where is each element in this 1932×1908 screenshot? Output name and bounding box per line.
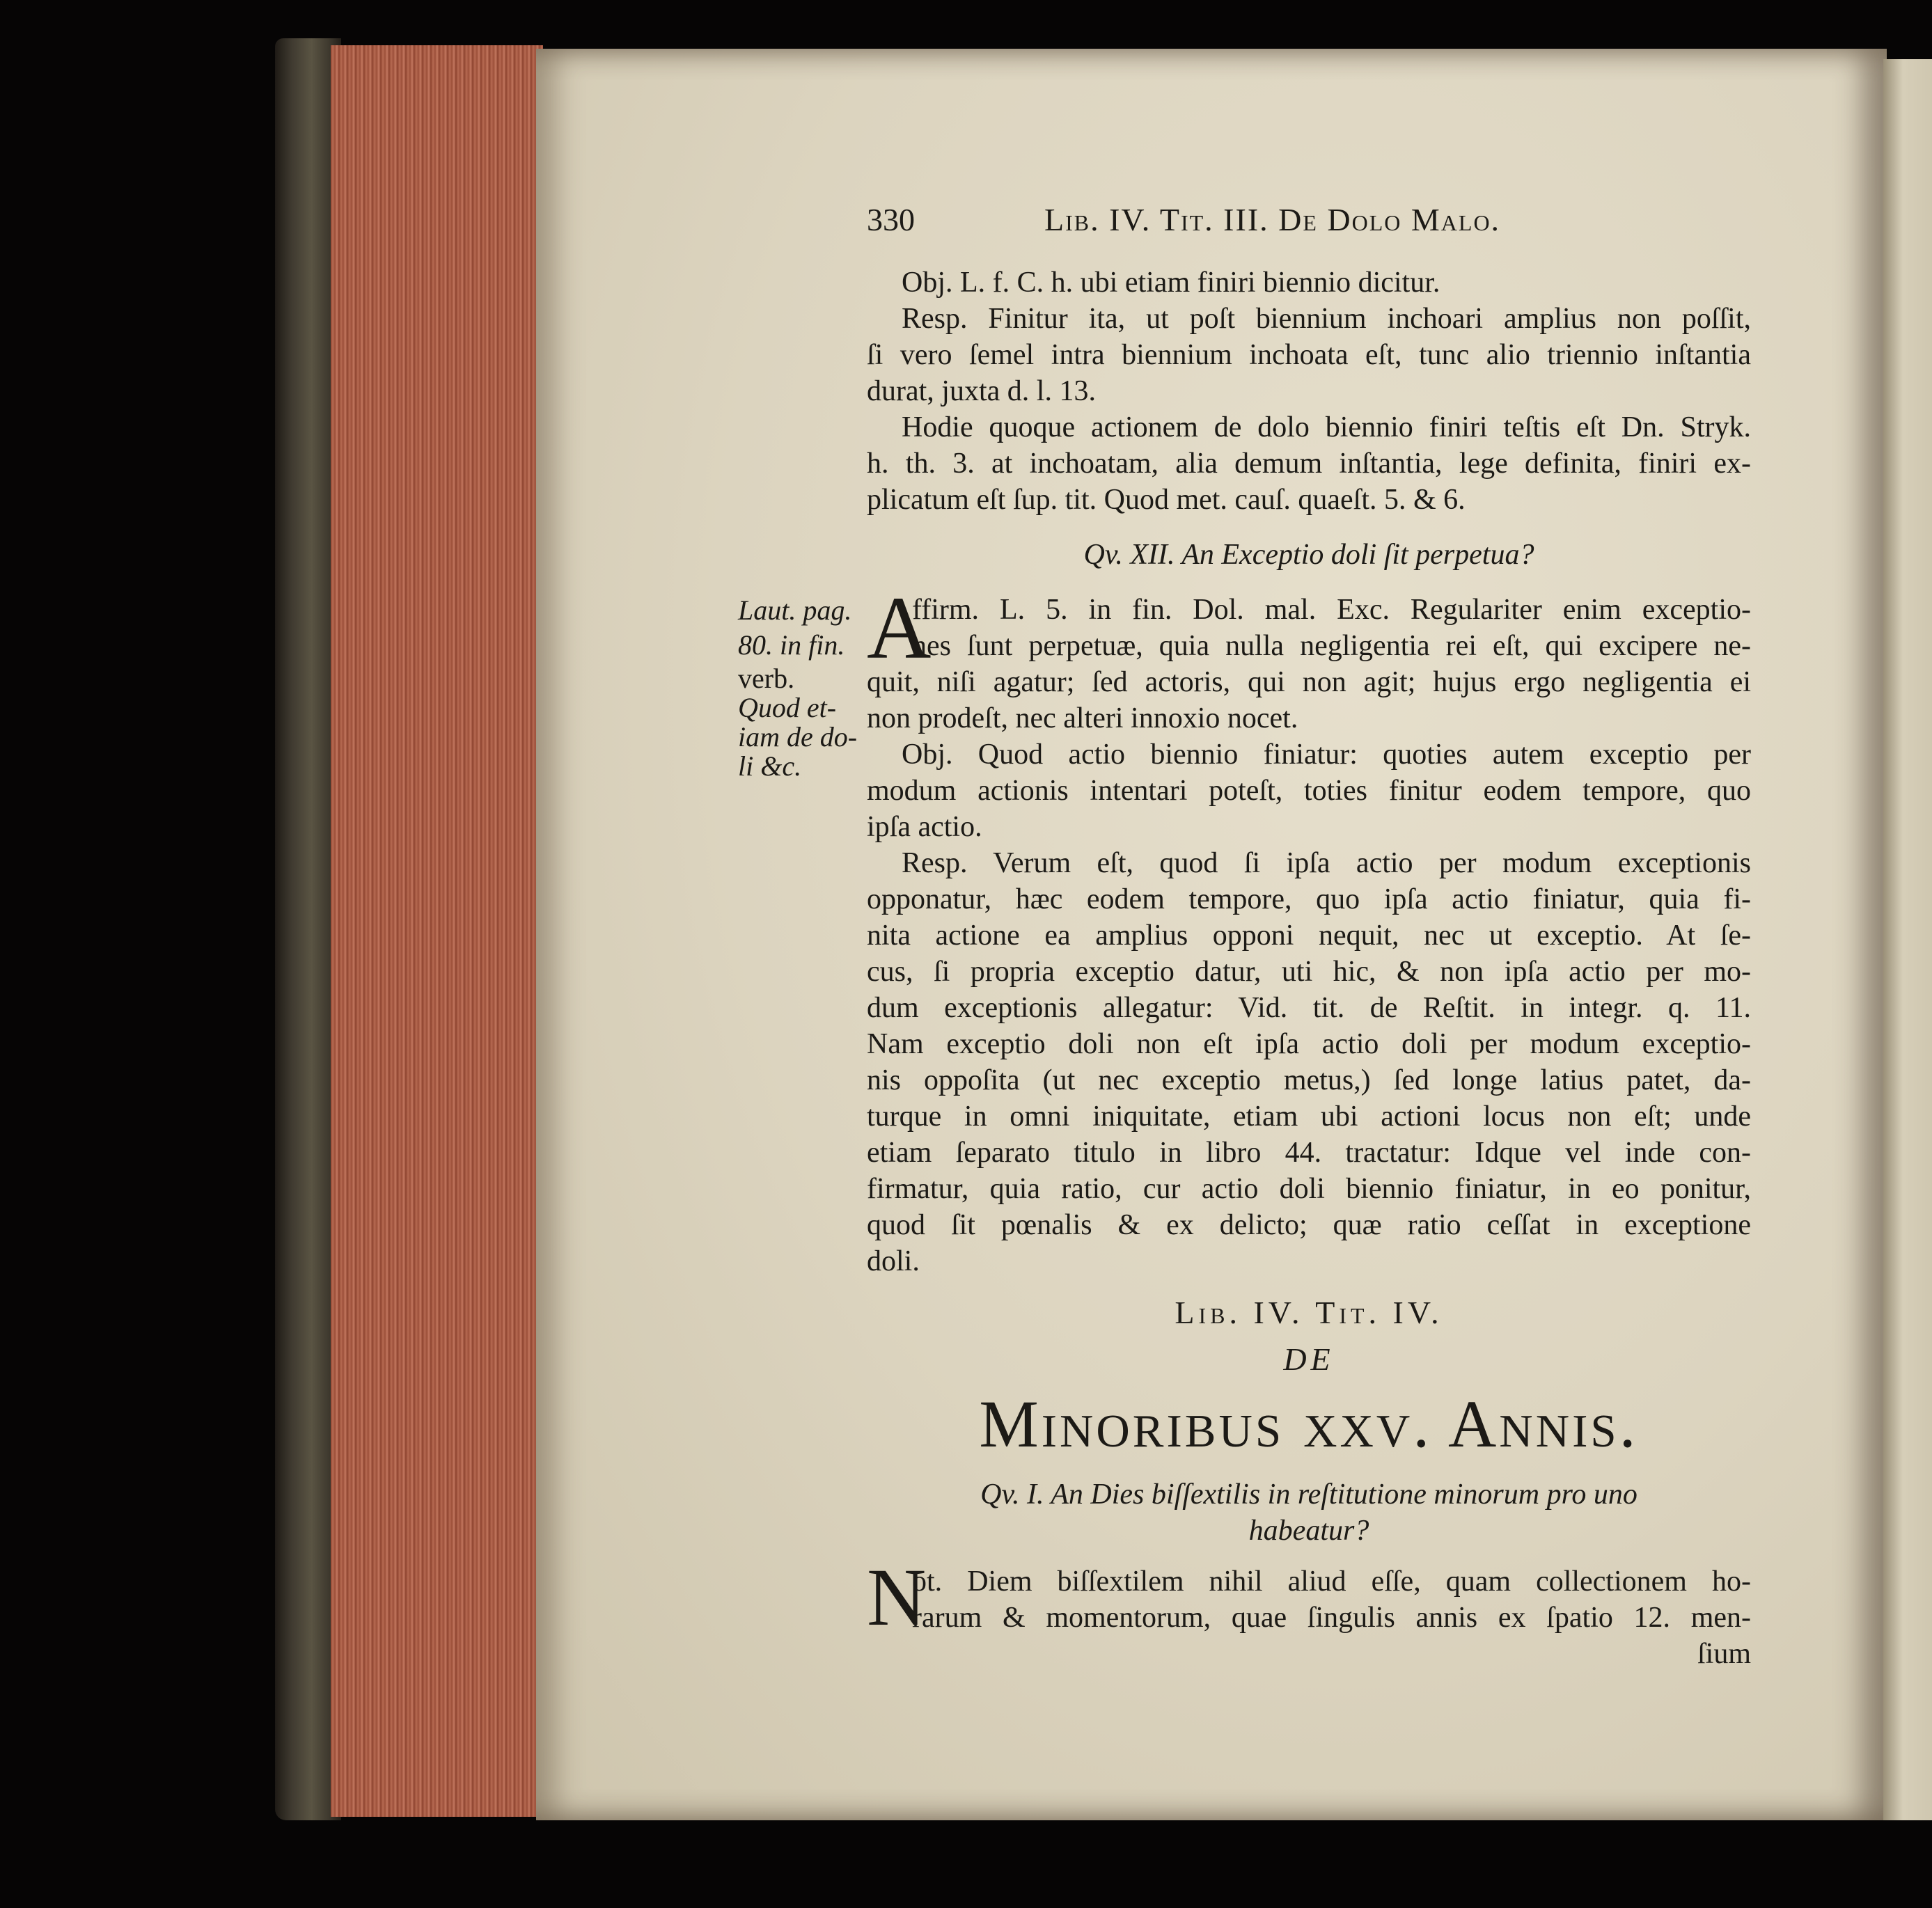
text-line: Obj. L. f. C. h. ubi etiam finiri biennio dicitur. xyxy=(902,267,1440,299)
text-line: firmatur, quia ratio, cur actio doli biennio finiatur, in eo ponitur, xyxy=(867,1173,1751,1205)
text-line: doli. xyxy=(867,1245,920,1277)
text-line: Obj. Quod actio biennio finiatur: quoties autem exceptio per xyxy=(902,739,1751,771)
text-line: nita actione ea amplius opponi nequit, nec ut exceptio. At ſe- xyxy=(867,920,1751,952)
text-line: ffirm. L. 5. in fin. Dol. mal. Exc. Regulariter enim exceptio- xyxy=(912,594,1751,626)
page-edges xyxy=(331,45,543,1817)
text-line: etiam ſeparato titulo in libro 44. tractatur: Idque vel inde con- xyxy=(867,1137,1751,1169)
section-title: Minoribus xxv. Annis. xyxy=(979,1387,1639,1461)
text-line: h. th. 3. at inchoatam, alia demum inſtantia, lege definita, finiri ex- xyxy=(867,448,1751,480)
text-line: ſi vero ſemel intra biennium inchoata eſt, tunc alio triennio inſtantia xyxy=(867,339,1751,371)
text-line: modum actionis intentari poteſt, toties finitur eodem tempore, quo xyxy=(867,775,1751,807)
text-line: Nam exceptio doli non eſt ipſa actio doli per modum exceptio- xyxy=(867,1028,1751,1060)
margin-note-line: verb. xyxy=(738,663,795,694)
page-number: 330 xyxy=(867,202,915,237)
margin-note-line: Quod et- xyxy=(738,692,837,723)
margin-note-line: 80. in fin. xyxy=(738,629,845,661)
text-line: plicatum eſt ſup. tit. Quod met. cauſ. quaeſt. 5. & 6. xyxy=(867,484,1466,516)
text-line: ſium xyxy=(1697,1638,1751,1670)
text-line: Hodie quoque actionem de dolo biennio finiri teſtis eſt Dn. Stryk. xyxy=(902,411,1751,443)
section-de: DE xyxy=(1283,1341,1335,1377)
text-line: ot. Diem biſſextilem nihil aliud eſſe, quam collectionem ho- xyxy=(912,1566,1751,1598)
text-line: Resp. Finitur ita, ut poſt biennium inchoari amplius non poſſit, xyxy=(902,303,1751,335)
text-line: quit, niſi agatur; ſed actoris, qui non agit; hujus ergo negligentia ei xyxy=(867,666,1751,698)
margin-note-line: iam de do- xyxy=(738,721,858,752)
text-line: turque in omni iniquitate, etiam ubi actioni locus non eſt; unde xyxy=(867,1101,1751,1133)
drop-cap: N xyxy=(867,1552,927,1643)
text-line: dum exceptionis allegatur: Vid. tit. de Reſtit. in integr. q. 11. xyxy=(867,992,1751,1024)
text-line: opponatur, hæc eodem tempore, quo ipſa actio finiatur, quia fi- xyxy=(867,883,1751,915)
text-line: ipſa actio. xyxy=(867,811,982,843)
margin-note-line: Laut. pag. xyxy=(738,594,852,626)
text-line: nes ſunt perpetuæ, quia nulla negligentia rei eſt, qui excipere ne- xyxy=(912,630,1751,662)
text-line: durat, juxta d. l. 13. xyxy=(867,375,1096,407)
drop-cap: A xyxy=(867,578,932,677)
text-line: nis oppoſita (ut nec exceptio metus,) ſed longe latius patet, da- xyxy=(867,1064,1751,1096)
text-line: rarum & momentorum, quae ſingulis annis ex ſpatio 12. men- xyxy=(912,1602,1751,1634)
text-line: quod ſit pœnalis & ex delicto; quæ ratio ceſſat in exceptione xyxy=(867,1209,1751,1241)
text-line: non prodeſt, nec alteri innoxio nocet. xyxy=(867,702,1298,734)
facing-page-edge xyxy=(1883,59,1932,1820)
text-line: Resp. Verum eſt, quod ſi ipſa actio per modum exceptionis xyxy=(902,847,1751,879)
text-line: cus, ſi propria exceptio datur, uti hic, & non ipſa actio per mo- xyxy=(867,956,1751,988)
section-heading: Lib. IV. Tit. IV. xyxy=(1175,1295,1443,1330)
question-heading: Qv. XII. An Exceptio doli ſit perpetua? xyxy=(1083,539,1534,571)
margin-note-line: li &c. xyxy=(738,750,802,782)
question-heading-cont: habeatur? xyxy=(1248,1515,1369,1547)
running-title: Lib. IV. Tit. III. De Dolo Malo. xyxy=(1044,202,1501,237)
question-heading: Qv. I. An Dies biſſextilis in reſtitutione minorum pro uno xyxy=(980,1479,1638,1511)
